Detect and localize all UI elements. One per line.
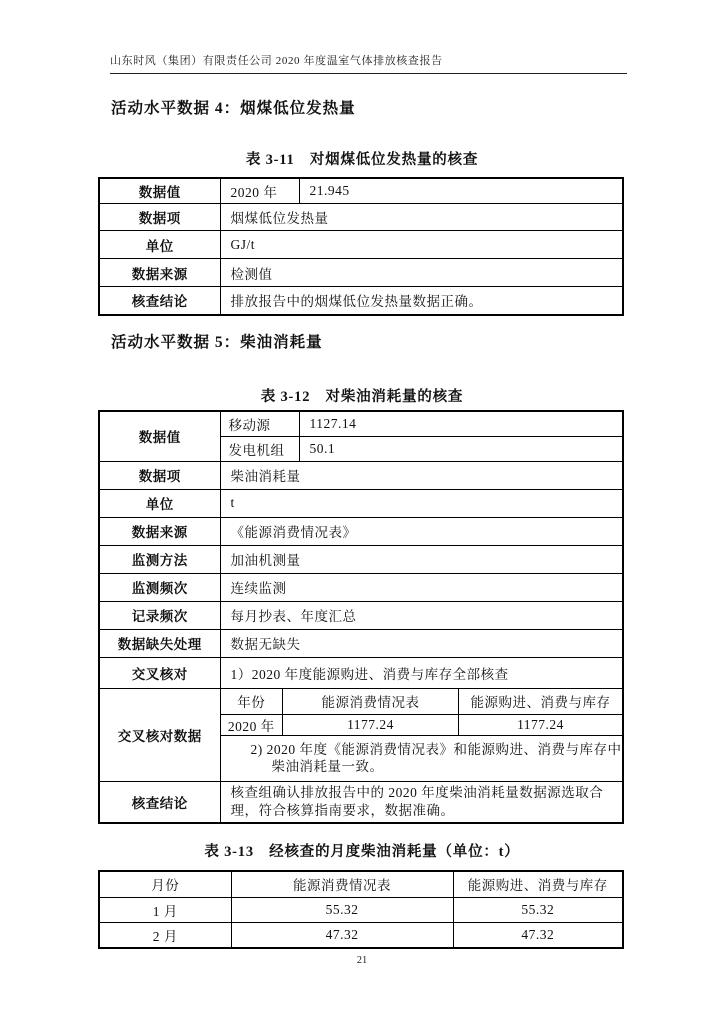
cell-consumption: 55.32: [231, 897, 453, 922]
row-label-conclusion: 核查结论: [99, 782, 220, 824]
row-label-data-item: 数据项: [99, 204, 220, 231]
row-label-missing-data: 数据缺失处理: [99, 629, 220, 657]
cell-mobile-source-value: 1127.14: [299, 411, 623, 437]
cell-generator-value: 50.1: [299, 436, 623, 461]
table-3-13: [98, 870, 624, 949]
inner-header-year: 年份: [221, 689, 283, 715]
table-row: [99, 657, 623, 688]
table-row: [99, 545, 623, 573]
table-row: [99, 688, 623, 782]
cell-year: 2020 年: [220, 178, 299, 204]
cell-data-source: 《能源消费情况表》: [220, 517, 623, 545]
table-row: [99, 517, 623, 545]
header-month: 月份: [99, 871, 231, 897]
table-3-13-caption: 表 3-13 经核查的月度柴油消耗量（单位：t）: [204, 844, 520, 860]
inner-cell-year: 2020 年: [221, 715, 283, 736]
table-3-12: [98, 410, 624, 825]
cell-unit: t: [220, 489, 623, 517]
inner-header-consumption: 能源消费情况表: [283, 689, 459, 715]
cell-cross-check-data: [220, 688, 623, 782]
cell-heating-value: 21.945: [299, 178, 623, 204]
row-label-cross-check: 交叉核对: [99, 657, 220, 688]
cell-month: 2 月: [99, 922, 231, 948]
table-row: [99, 231, 623, 259]
cross-check-note: [221, 736, 623, 781]
cell-data-source: 检测值: [220, 259, 623, 287]
cell-conclusion: 排放报告中的烟煤低位发热量数据正确。: [220, 287, 623, 315]
header-purchase: 能源购进、消费与库存: [453, 871, 623, 897]
cell-purchase: 47.32: [453, 922, 623, 948]
cell-data-item: 柴油消耗量: [220, 461, 623, 489]
row-label-unit: 单位: [99, 489, 220, 517]
cell-recording-frequency: 每月抄表、年度汇总: [220, 601, 623, 629]
page-header: [110, 54, 627, 74]
row-label-recording-frequency: 记录频次: [99, 601, 220, 629]
header-consumption: 能源消费情况表: [231, 871, 453, 897]
table-3-12-caption: 表 3-12 对柴油消耗量的核查: [260, 388, 464, 405]
row-label-cross-check-data: 交叉核对数据: [99, 688, 220, 782]
row-label-data-value: 数据值: [99, 178, 220, 204]
cell-consumption: 47.32: [231, 922, 453, 948]
table-row: [99, 897, 623, 922]
inner-header-purchase: 能源购进、消费与库存: [459, 689, 623, 715]
cell-conclusion: 核查组确认排放报告中的 2020 年度柴油消耗量数据源选取合理，符合核算指南要求，数据准确。: [220, 782, 623, 824]
row-label-data-source: 数据来源: [99, 259, 220, 287]
section-heading-diesel-consumption: 活动水平数据 5：柴油消耗量: [111, 333, 323, 351]
table-row: [99, 287, 623, 315]
cell-mobile-source-label: 移动源: [220, 411, 299, 437]
table-row: [99, 461, 623, 489]
header-title: 山东时风（集团）有限责任公司 2020 年度温室气体排放核查报告: [110, 55, 443, 67]
cross-check-note-line2: 柴油消耗量一致。: [271, 759, 384, 774]
page-number: 21: [356, 954, 368, 966]
cell-monitoring-frequency: 连续监测: [220, 573, 623, 601]
cell-data-item: 烟煤低位发热量: [220, 204, 623, 231]
table-row: [99, 489, 623, 517]
table-row: [99, 411, 623, 437]
inner-cell-purchase: 1177.24: [459, 715, 623, 736]
table-row: [99, 178, 623, 204]
cell-cross-check: 1）2020 年度能源购进、消费与库存全部核查: [220, 657, 623, 688]
row-label-conclusion: 核查结论: [99, 287, 220, 315]
table-3-11: [98, 177, 624, 316]
cell-purchase: 55.32: [453, 897, 623, 922]
row-label-data-value: 数据值: [99, 411, 220, 462]
table-row: [99, 629, 623, 657]
cell-month: 1 月: [99, 897, 231, 922]
row-label-unit: 单位: [99, 231, 220, 259]
row-label-monitoring-frequency: 监测频次: [99, 573, 220, 601]
table-row: [99, 204, 623, 231]
section-heading-coal-heating-value: 活动水平数据 4：烟煤低位发热量: [111, 100, 356, 117]
table-header-row: [99, 871, 623, 897]
row-label-data-item: 数据项: [99, 461, 220, 489]
row-label-monitoring-method: 监测方法: [99, 545, 220, 573]
table-row: [221, 715, 623, 736]
cell-unit: GJ/t: [220, 231, 623, 259]
cross-check-note-line1: 2) 2020 年度《能源消费情况表》和能源购进、消费与库存中: [250, 742, 622, 757]
table-row: [99, 601, 623, 629]
cross-check-inner-table: [221, 689, 623, 737]
inner-cell-consumption: 1177.24: [283, 715, 459, 736]
table-row: [99, 259, 623, 287]
row-label-data-source: 数据来源: [99, 517, 220, 545]
table-row: [99, 782, 623, 824]
table-row: [99, 573, 623, 601]
table-3-11-caption: 表 3-11 对烟煤低位发热量的核查: [245, 152, 479, 168]
table-row: [99, 922, 623, 948]
table-row: [221, 689, 623, 715]
cell-missing-data: 数据无缺失: [220, 629, 623, 657]
cell-monitoring-method: 加油机测量: [220, 545, 623, 573]
cell-generator-label: 发电机组: [220, 436, 299, 461]
